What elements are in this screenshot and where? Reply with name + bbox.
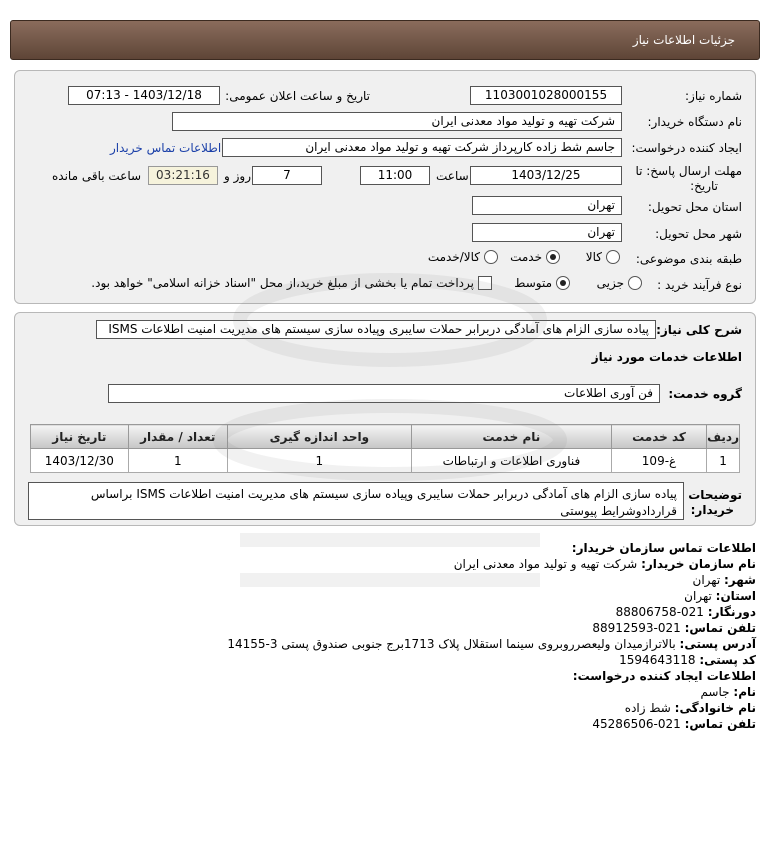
remaining-time-field: 03:21:16 (148, 166, 218, 185)
services-heading: اطلاعات خدمات مورد نیاز (591, 350, 742, 364)
city-label: شهر محل تحویل: (655, 227, 742, 241)
contact-section (136, 540, 756, 732)
creator-name: نام: جاسم (700, 685, 756, 699)
col-name-header: نام خدمت (411, 425, 611, 449)
contact-city: شهر: تهران (692, 573, 756, 587)
col-unit-header: واحد اندازه گیری (227, 425, 411, 449)
cell-code: غ-109 (611, 449, 706, 473)
process-option-medium[interactable]: متوسط (514, 276, 570, 290)
buyer-org-label: نام دستگاه خریدار: (647, 115, 742, 129)
services-table-wrap (30, 424, 740, 473)
category-label: طبقه بندی موضوعی: (635, 252, 742, 266)
cell-name: فناوری اطلاعات و ارتباطات (411, 449, 611, 473)
contact-postal: کد پستی: 1594643118 (619, 653, 756, 667)
creator-label: ایجاد کننده درخواست: (631, 141, 742, 155)
summary-label: شرح کلی نیاز: (656, 323, 742, 337)
col-date-header: تاریخ نیاز (31, 425, 129, 449)
announce-field: 1403/12/18 - 07:13 (68, 86, 220, 105)
need-number-label: شماره نیاز: (685, 89, 742, 103)
creator-phone: تلفن تماس: 021-45286506 (592, 717, 756, 731)
deadline-label: مهلت ارسال پاسخ: تا (635, 164, 742, 178)
deadline-time-label: ساعت (436, 169, 469, 183)
category-radio-both[interactable] (484, 250, 498, 264)
table-header-row (31, 425, 740, 449)
need-details-panel (14, 70, 756, 304)
contact-fax: دورنگار: 021-88806758 (615, 605, 756, 619)
cell-row: 1 (707, 449, 740, 473)
contact-address: آدرس پستی: بالاترازمیدان ولیعصرروبروی سینما استقلال پلاک 1713برج جنوبی صندوق پستی 3-14155 (227, 637, 756, 651)
treasury-checkbox[interactable] (478, 276, 492, 290)
table-row (31, 449, 740, 473)
col-qty-header: تعداد / مقدار (128, 425, 227, 449)
deadline-time-field: 11:00 (360, 166, 430, 185)
buyer-notes-field: پیاده سازی الزام های آمادگی دربرابر حملات سایبری وپیاده سازی سیستم های مدیریت امنیت اطلاعات ISMS براساس قراردادوشرایط پیوستی (28, 482, 684, 520)
process-label: نوع فرآیند خرید : (657, 278, 742, 292)
page-title: جزئیات اطلاعات نیاز (632, 33, 735, 47)
buyer-notes-label: توضیحات (688, 488, 742, 502)
summary-field: پیاده سازی الزام های آمادگی دربرابر حملات سایبری وپیاده سازی سیستم های مدیریت امنیت اطلاعات ISMS (96, 320, 656, 339)
process-radio-minor[interactable] (628, 276, 642, 290)
service-group-label: گروه خدمت: (668, 387, 742, 401)
buyer-org-field: شرکت تهیه و تولید مواد معدنی ایران (172, 112, 622, 131)
province-field: تهران (472, 196, 622, 215)
process-radio-medium[interactable] (556, 276, 570, 290)
category-option-goods[interactable]: کالا (586, 250, 620, 264)
col-code-header: کد خدمت (611, 425, 706, 449)
city-field: تهران (472, 223, 622, 242)
page-header (10, 20, 760, 60)
cell-date: 1403/12/30 (31, 449, 129, 473)
cell-qty: 1 (128, 449, 227, 473)
announce-label: تاریخ و ساعت اعلان عمومی: (225, 89, 370, 103)
days-field: 7 (252, 166, 322, 185)
buyer-contact-link[interactable]: اطلاعات تماس خریدار (110, 141, 222, 155)
category-radio-service[interactable] (546, 250, 560, 264)
cell-unit: 1 (227, 449, 411, 473)
category-radio-goods[interactable] (606, 250, 620, 264)
category-option-service[interactable]: خدمت (510, 250, 560, 264)
days-label: روز و (224, 169, 251, 183)
process-option-minor[interactable]: جزیی (597, 276, 642, 290)
deadline-date-field: 1403/12/25 (470, 166, 622, 185)
col-row-header: ردیف (707, 425, 740, 449)
deadline-label-date: تاریخ: (690, 179, 718, 193)
category-option-both[interactable]: کالا/خدمت (428, 250, 498, 264)
creator-field: جاسم شط زاده کارپرداز شرکت تهیه و تولید مواد معدنی ایران (222, 138, 622, 157)
service-group-field: فن آوری اطلاعات (108, 384, 660, 403)
contact-province: استان: تهران (684, 589, 756, 603)
buyer-contact-heading: اطلاعات تماس سازمان خریدار: (571, 541, 756, 555)
province-label: استان محل تحویل: (647, 200, 742, 214)
creator-contact-heading: اطلاعات ایجاد کننده درخواست: (572, 669, 756, 683)
remaining-label: ساعت باقی مانده (52, 169, 142, 183)
services-table (30, 424, 740, 473)
contact-phone: تلفن تماس: 021-88912593 (592, 621, 756, 635)
creator-family: نام خانوادگی: شط زاده (624, 701, 756, 715)
treasury-option[interactable]: پرداخت تمام یا بخشی از مبلغ خرید،از محل "اسناد خزانه اسلامی" خواهد بود. (91, 276, 492, 290)
contact-org: نام سازمان خریدار: شرکت تهیه و تولید مواد معدنی ایران (453, 557, 756, 571)
buyer-notes-label-2: خریدار: (690, 503, 734, 517)
need-number-field: 1103001028000155 (470, 86, 622, 105)
